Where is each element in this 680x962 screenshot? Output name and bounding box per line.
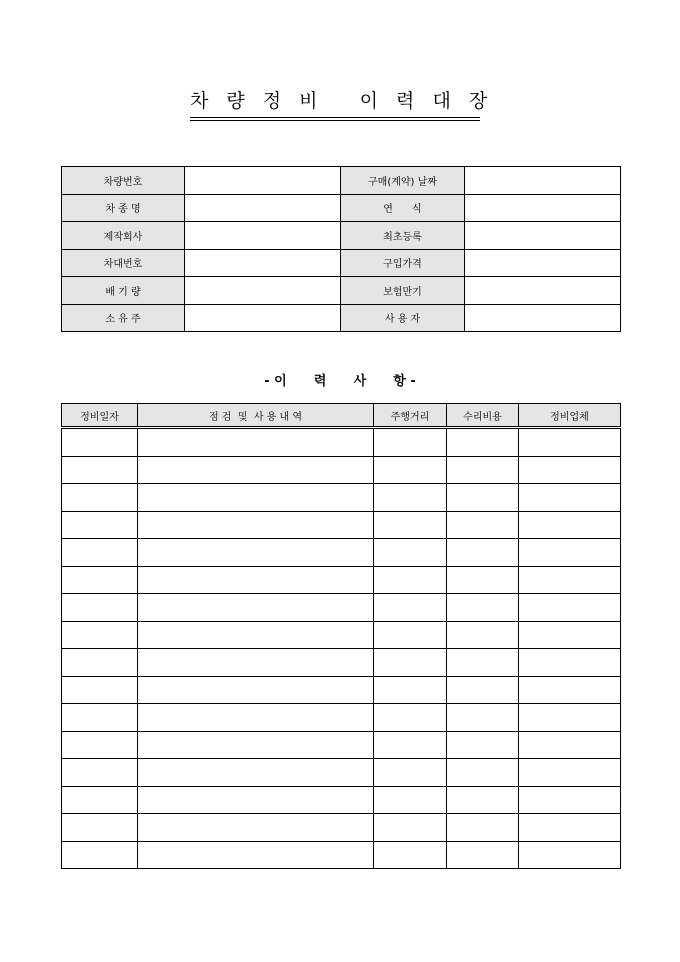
history-row bbox=[62, 594, 621, 622]
history-cell[interactable] bbox=[62, 621, 138, 649]
vehicle-field-value[interactable] bbox=[465, 277, 621, 305]
vehicle-info-row bbox=[62, 304, 621, 332]
history-cell[interactable] bbox=[138, 456, 374, 484]
history-cell[interactable] bbox=[447, 731, 519, 759]
history-cell[interactable] bbox=[62, 428, 138, 457]
vehicle-field-label: 최초등록 bbox=[341, 222, 465, 250]
vehicle-field-value[interactable] bbox=[465, 194, 621, 222]
vehicle-info-row bbox=[62, 167, 621, 195]
vehicle-field-value[interactable] bbox=[185, 222, 341, 250]
history-cell[interactable] bbox=[519, 759, 621, 787]
history-cell[interactable] bbox=[374, 731, 447, 759]
history-cell[interactable] bbox=[62, 649, 138, 677]
history-cell[interactable] bbox=[519, 484, 621, 512]
history-cell[interactable] bbox=[519, 814, 621, 842]
history-column-header: 주행거리 bbox=[374, 404, 447, 428]
history-cell[interactable] bbox=[374, 704, 447, 732]
vehicle-field-value[interactable] bbox=[185, 249, 341, 277]
vehicle-field-label: 구입가격 bbox=[341, 249, 465, 277]
history-cell[interactable] bbox=[447, 676, 519, 704]
history-cell[interactable] bbox=[138, 511, 374, 539]
history-row bbox=[62, 759, 621, 787]
history-cell[interactable] bbox=[447, 649, 519, 677]
history-cell[interactable] bbox=[374, 428, 447, 457]
history-cell[interactable] bbox=[374, 621, 447, 649]
history-cell[interactable] bbox=[138, 704, 374, 732]
history-cell[interactable] bbox=[62, 594, 138, 622]
history-cell[interactable] bbox=[519, 566, 621, 594]
vehicle-field-label: 배 기 량 bbox=[62, 277, 185, 305]
history-cell[interactable] bbox=[138, 484, 374, 512]
history-cell[interactable] bbox=[62, 759, 138, 787]
vehicle-info-row bbox=[62, 194, 621, 222]
history-cell[interactable] bbox=[447, 704, 519, 732]
history-cell[interactable] bbox=[374, 484, 447, 512]
history-cell[interactable] bbox=[519, 786, 621, 814]
history-cell[interactable] bbox=[519, 539, 621, 567]
vehicle-field-value[interactable] bbox=[465, 249, 621, 277]
history-cell[interactable] bbox=[374, 649, 447, 677]
history-row bbox=[62, 704, 621, 732]
history-row bbox=[62, 511, 621, 539]
history-cell[interactable] bbox=[138, 759, 374, 787]
history-cell[interactable] bbox=[447, 456, 519, 484]
vehicle-field-label: 차량번호 bbox=[62, 167, 185, 195]
history-column-header: 정비업체 bbox=[519, 404, 621, 428]
history-cell[interactable] bbox=[447, 621, 519, 649]
history-cell[interactable] bbox=[62, 676, 138, 704]
history-cell[interactable] bbox=[519, 594, 621, 622]
history-cell[interactable] bbox=[519, 456, 621, 484]
history-cell[interactable] bbox=[374, 539, 447, 567]
history-cell[interactable] bbox=[62, 704, 138, 732]
vehicle-info-row bbox=[62, 277, 621, 305]
history-cell[interactable] bbox=[519, 511, 621, 539]
vehicle-field-label: 소 유 주 bbox=[62, 304, 185, 332]
vehicle-field-label: 구매(계약) 날짜 bbox=[341, 167, 465, 195]
history-cell[interactable] bbox=[447, 786, 519, 814]
history-row bbox=[62, 676, 621, 704]
history-cell[interactable] bbox=[138, 621, 374, 649]
maintenance-history-table bbox=[61, 403, 621, 869]
history-cell[interactable] bbox=[374, 814, 447, 842]
history-row bbox=[62, 649, 621, 677]
history-cell[interactable] bbox=[447, 511, 519, 539]
history-cell[interactable] bbox=[138, 841, 374, 869]
history-cell[interactable] bbox=[62, 484, 138, 512]
history-row bbox=[62, 814, 621, 842]
history-cell[interactable] bbox=[374, 456, 447, 484]
vehicle-field-label: 보험만기 bbox=[341, 277, 465, 305]
history-cell[interactable] bbox=[447, 539, 519, 567]
vehicle-info-row bbox=[62, 222, 621, 250]
history-cell[interactable] bbox=[374, 841, 447, 869]
history-heading: - 이 력 사 항 - bbox=[264, 374, 416, 389]
document-title: 차 량 정 비 이 력 대 장 bbox=[190, 90, 494, 112]
history-cell[interactable] bbox=[62, 814, 138, 842]
history-cell[interactable] bbox=[138, 428, 374, 457]
history-cell[interactable] bbox=[447, 566, 519, 594]
history-cell[interactable] bbox=[519, 841, 621, 869]
history-cell[interactable] bbox=[519, 704, 621, 732]
history-cell[interactable] bbox=[138, 676, 374, 704]
history-cell[interactable] bbox=[62, 731, 138, 759]
history-cell[interactable] bbox=[519, 731, 621, 759]
history-column-header: 수리비용 bbox=[447, 404, 519, 428]
vehicle-field-value[interactable] bbox=[185, 167, 341, 195]
history-row bbox=[62, 484, 621, 512]
history-row bbox=[62, 786, 621, 814]
vehicle-field-label: 연 식 bbox=[341, 194, 465, 222]
vehicle-field-value[interactable] bbox=[185, 304, 341, 332]
history-cell[interactable] bbox=[374, 566, 447, 594]
history-cell[interactable] bbox=[62, 566, 138, 594]
history-cell[interactable] bbox=[138, 814, 374, 842]
title-underline-bottom bbox=[190, 120, 480, 121]
vehicle-field-value[interactable] bbox=[465, 167, 621, 195]
vehicle-field-label: 사 용 자 bbox=[341, 304, 465, 332]
history-column-header: 점 검 및 사 용 내 역 bbox=[138, 404, 374, 428]
history-cell[interactable] bbox=[62, 511, 138, 539]
history-row bbox=[62, 621, 621, 649]
vehicle-field-value[interactable] bbox=[465, 304, 621, 332]
history-cell[interactable] bbox=[374, 594, 447, 622]
history-cell[interactable] bbox=[519, 649, 621, 677]
history-cell[interactable] bbox=[447, 814, 519, 842]
history-cell[interactable] bbox=[447, 594, 519, 622]
history-cell[interactable] bbox=[447, 841, 519, 869]
history-row bbox=[62, 841, 621, 869]
history-cell[interactable] bbox=[374, 786, 447, 814]
history-cell[interactable] bbox=[62, 539, 138, 567]
history-cell[interactable] bbox=[62, 786, 138, 814]
vehicle-field-value[interactable] bbox=[465, 222, 621, 250]
history-cell[interactable] bbox=[447, 484, 519, 512]
vehicle-field-label: 차 종 명 bbox=[62, 194, 185, 222]
vehicle-info-row bbox=[62, 249, 621, 277]
title-underline-top bbox=[190, 117, 480, 118]
vehicle-info-table bbox=[61, 166, 621, 332]
history-cell[interactable] bbox=[138, 649, 374, 677]
vehicle-field-value[interactable] bbox=[185, 277, 341, 305]
history-cell[interactable] bbox=[519, 676, 621, 704]
history-column-header: 정비일자 bbox=[62, 404, 138, 428]
history-cell[interactable] bbox=[138, 594, 374, 622]
history-cell[interactable] bbox=[138, 731, 374, 759]
history-cell[interactable] bbox=[374, 676, 447, 704]
vehicle-field-value[interactable] bbox=[185, 194, 341, 222]
history-row bbox=[62, 731, 621, 759]
history-cell[interactable] bbox=[374, 759, 447, 787]
history-cell[interactable] bbox=[62, 456, 138, 484]
history-cell[interactable] bbox=[138, 539, 374, 567]
history-cell[interactable] bbox=[138, 566, 374, 594]
history-cell[interactable] bbox=[447, 759, 519, 787]
history-cell[interactable] bbox=[447, 428, 519, 457]
history-cell[interactable] bbox=[519, 621, 621, 649]
history-row bbox=[62, 566, 621, 594]
vehicle-field-label: 제작회사 bbox=[62, 222, 185, 250]
history-cell[interactable] bbox=[62, 841, 138, 869]
history-row bbox=[62, 456, 621, 484]
history-row bbox=[62, 539, 621, 567]
history-row bbox=[62, 428, 621, 457]
history-cell[interactable] bbox=[138, 786, 374, 814]
history-cell[interactable] bbox=[374, 511, 447, 539]
vehicle-field-label: 차대번호 bbox=[62, 249, 185, 277]
history-cell[interactable] bbox=[519, 428, 621, 457]
